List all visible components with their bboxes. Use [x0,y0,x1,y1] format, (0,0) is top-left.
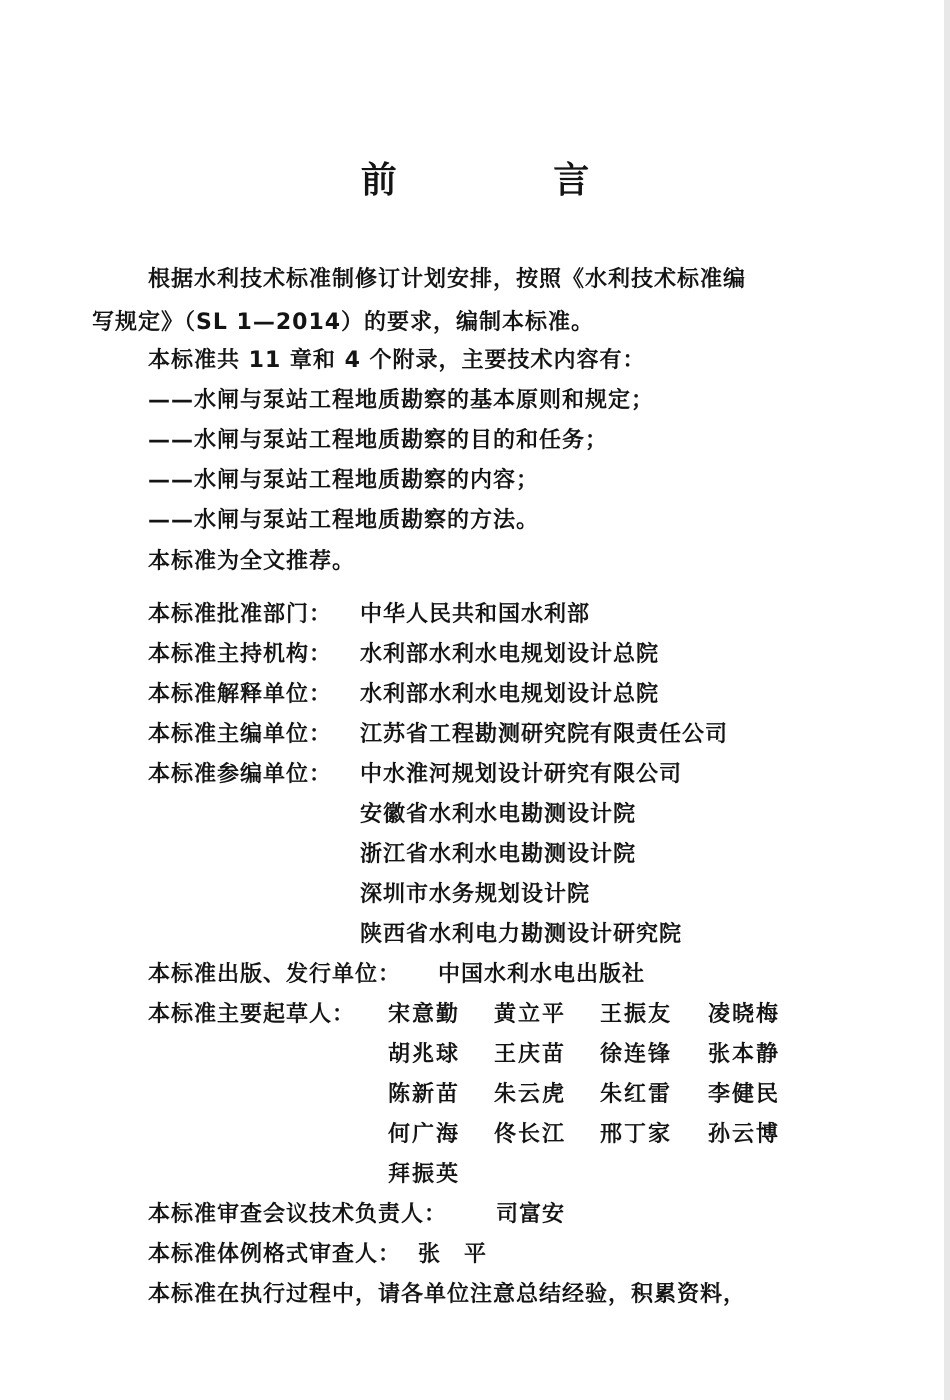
closing-line: 本标准在执行过程中，请各单位注意总结经验，积累资料， [148,1282,747,1307]
drafter-name: 徐连锋 [600,1042,673,1067]
format-value: 张 平 [418,1242,488,1267]
participant-3: 浙江省水利水电勘测设计院 [360,842,637,867]
participant-4: 深圳市水务规划设计院 [360,882,591,907]
page-edge [944,0,950,1400]
drafter-name: 胡兆球 [388,1042,461,1067]
recommend-note: 本标准为全文推荐。 [148,549,356,574]
review-label: 本标准审查会议技术负责人： [148,1202,448,1227]
drafter-name: 孙云博 [708,1122,781,1147]
intro-line-1: 根据水利技术标准制修订计划安排，按照《水利技术标准编 [148,267,747,292]
drafter-name: 拜振英 [388,1162,461,1187]
host-label: 本标准主持机构： [148,642,333,667]
content-item-1: ——水闸与泵站工程地质勘察的基本原则和规定； [148,388,655,413]
participant-2: 安徽省水利水电勘测设计院 [360,802,637,827]
content-item-3: ——水闸与泵站工程地质勘察的内容； [148,468,540,493]
host-value: 水利部水利水电规划设计总院 [360,642,660,667]
drafter-name: 朱云虎 [494,1082,567,1107]
drafter-name: 佟长江 [494,1122,567,1147]
approve-label: 本标准批准部门： [148,602,333,627]
interpret-value: 水利部水利水电规划设计总院 [360,682,660,707]
review-value: 司富安 [496,1202,566,1227]
intro-line-2: 写规定》（SL 1—2014）的要求，编制本标准。 [92,310,595,335]
participant-5: 陕西省水利电力勘测设计研究院 [360,922,683,947]
content-item-2: ——水闸与泵站工程地质勘察的目的和任务； [148,428,609,453]
publisher-label: 本标准出版、发行单位： [148,962,402,987]
drafter-name: 张本静 [708,1042,781,1067]
chief-label: 本标准主编单位： [148,722,333,747]
drafter-name: 王振友 [600,1002,673,1027]
drafter-name: 黄立平 [494,1002,567,1027]
interpret-label: 本标准解释单位： [148,682,333,707]
drafter-name: 朱红雷 [600,1082,673,1107]
drafter-name: 凌晓梅 [708,1002,781,1027]
publisher-value: 中国水利水电出版社 [438,962,646,987]
participate-label: 本标准参编单位： [148,762,333,787]
chief-value: 江苏省工程勘测研究院有限责任公司 [360,722,729,747]
participant-1: 中水淮河规划设计研究有限公司 [360,762,683,787]
approve-value: 中华人民共和国水利部 [360,602,591,627]
drafter-name: 邢丁家 [600,1122,673,1147]
drafter-name: 李健民 [708,1082,781,1107]
intro-summary: 本标准共 11 章和 4 个附录，主要技术内容有： [148,348,646,373]
page-title: 前 言 [360,160,662,201]
drafter-name: 陈新苗 [388,1082,461,1107]
drafter-name: 宋意勤 [388,1002,461,1027]
drafters-label: 本标准主要起草人： [148,1002,356,1027]
content-item-4: ——水闸与泵站工程地质勘察的方法。 [148,508,540,533]
drafter-name: 何广海 [388,1122,461,1147]
format-label: 本标准体例格式审查人： [148,1242,402,1267]
drafter-name: 王庆苗 [494,1042,567,1067]
